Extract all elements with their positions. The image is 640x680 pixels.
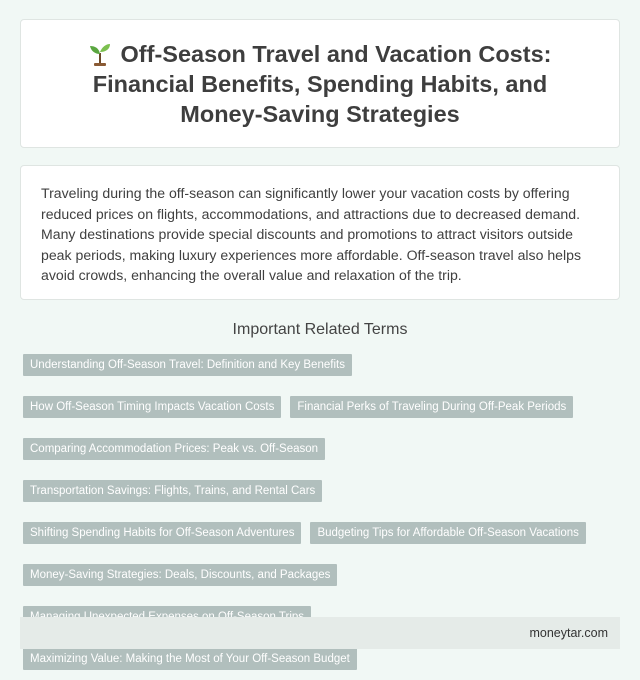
related-term-tag[interactable]: Maximizing Value: Making the Most of Your Off-Season Budget — [23, 648, 357, 670]
related-term-tag[interactable]: Understanding Off-Season Travel: Definition and Key Benefits — [23, 354, 352, 376]
page-title — [51, 39, 589, 129]
title-card — [20, 19, 620, 148]
summary-card — [20, 165, 620, 300]
summary-text: Traveling during the off-season can significantly lower your vacation costs by offering reduced prices on flights, accommodations, and attractions due to decreased demand. Many destinations provide special discounts and promotions to attract visitors outside peak periods, making luxury experiences more affordable. Off-season travel also helps avoid crowds, enhancing the overall value and relaxation of the trip. — [41, 185, 582, 284]
related-term-tag[interactable]: How Off-Season Timing Impacts Vacation Costs — [23, 396, 281, 418]
sprout-icon — [89, 42, 111, 66]
related-term-tag[interactable]: Financial Perks of Traveling During Off-Peak Periods — [290, 396, 573, 418]
related-term-tag[interactable]: Money-Saving Strategies: Deals, Discounts, and Packages — [23, 564, 337, 586]
related-term-tag[interactable]: Transportation Savings: Flights, Trains, and Rental Cars — [23, 480, 322, 502]
related-terms-heading: Important Related Terms — [232, 321, 408, 338]
footer — [20, 617, 620, 649]
page-title-text: Off-Season Travel and Vacation Costs: Financial Benefits, Spending Habits, and Money-Saving Strategies — [92, 40, 552, 127]
related-term-tag[interactable]: Comparing Accommodation Prices: Peak vs. Off-Season — [23, 438, 325, 460]
related-term-tag[interactable]: Shifting Spending Habits for Off-Season Adventures — [23, 522, 301, 544]
footer-site-name: moneytar.com — [529, 626, 608, 640]
related-term-tag[interactable]: Budgeting Tips for Affordable Off-Season Vacations — [310, 522, 585, 544]
